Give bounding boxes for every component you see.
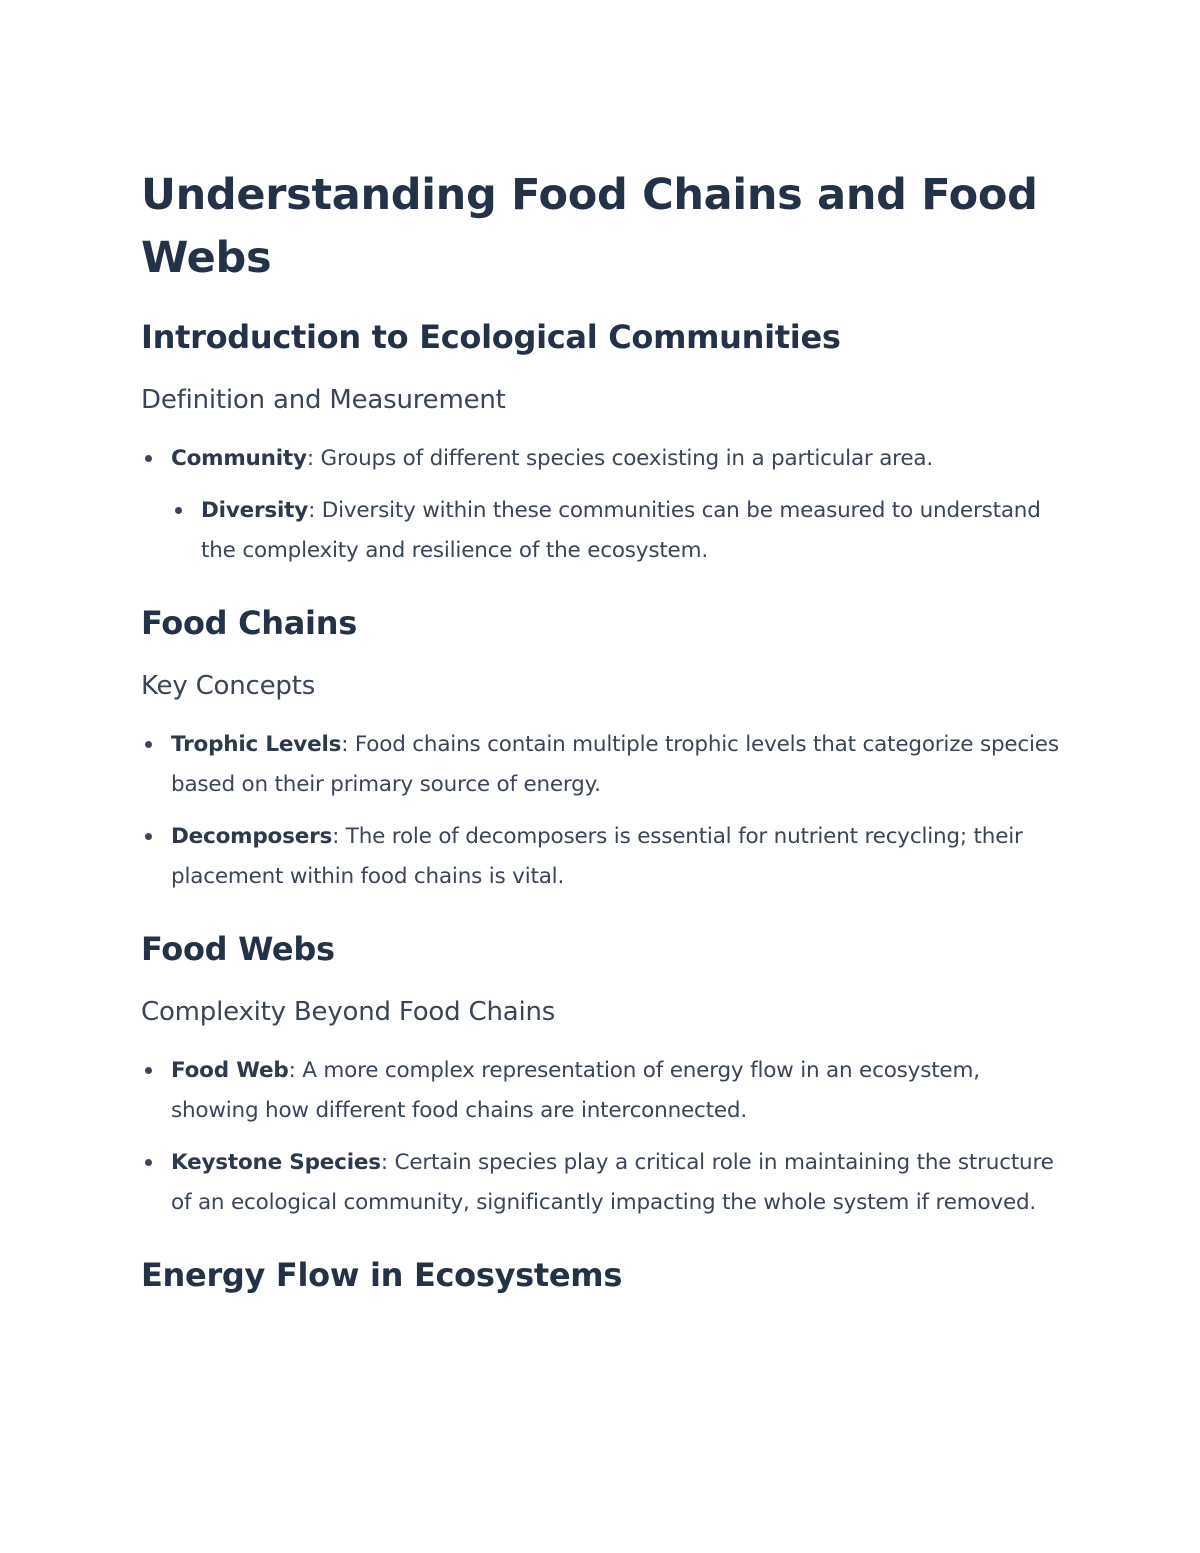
term-food-web: Food Web: [171, 1058, 289, 1083]
bullet-list-definition: [141, 439, 1061, 571]
document-page: [141, 164, 1061, 1295]
term-keystone-species: Keystone Species: [171, 1150, 381, 1175]
term-trophic-levels: Trophic Levels: [171, 732, 342, 757]
term-diversity: Diversity: [201, 498, 309, 523]
subheading-complexity: Complexity Beyond Food Chains: [141, 997, 556, 1027]
list-item-trophic-levels: [141, 725, 1061, 805]
section-heading-food-chains: Food Chains: [141, 604, 357, 642]
text-trophic-levels: : Food chains contain multiple trophic levels that categorize species based on their primary source of energy.: [171, 732, 1059, 797]
text-food-web: : A more complex representation of energy flow in an ecosystem, showing how different food chains are interconnected.: [171, 1058, 980, 1123]
list-item-keystone-species: [141, 1143, 1061, 1223]
section-heading-intro: Introduction to Ecological Communities: [141, 318, 841, 356]
text-keystone-species: : Certain species play a critical role in maintaining the structure of an ecological community, significantly impacting the whole system if removed.: [171, 1150, 1054, 1215]
subheading-key-concepts: Key Concepts: [141, 671, 316, 701]
section-heading-food-webs: Food Webs: [141, 930, 335, 968]
subheading-definition: Definition and Measurement: [141, 385, 506, 415]
list-item-decomposers: [141, 817, 1061, 897]
document-title: Understanding Food Chains and Food Webs: [141, 170, 1038, 283]
list-item-food-web: [141, 1051, 1061, 1131]
bullet-list-complexity: [141, 1051, 1061, 1223]
sub-bullet-list: [171, 491, 1061, 571]
term-decomposers: Decomposers: [171, 824, 333, 849]
text-decomposers: : The role of decomposers is essential for nutrient recycling; their placement within food chains is vital.: [171, 824, 1023, 889]
list-item-diversity: [171, 491, 1061, 571]
bullet-list-key-concepts: [141, 725, 1061, 897]
list-item-community: [141, 439, 1061, 571]
text-community: : Groups of different species coexisting in a particular area.: [306, 446, 933, 471]
term-community: Community: [171, 446, 307, 471]
section-heading-energy-flow: Energy Flow in Ecosystems: [141, 1256, 623, 1294]
text-diversity: : Diversity within these communities can be measured to understand the complexity and resilience of the ecosystem.: [201, 498, 1041, 563]
